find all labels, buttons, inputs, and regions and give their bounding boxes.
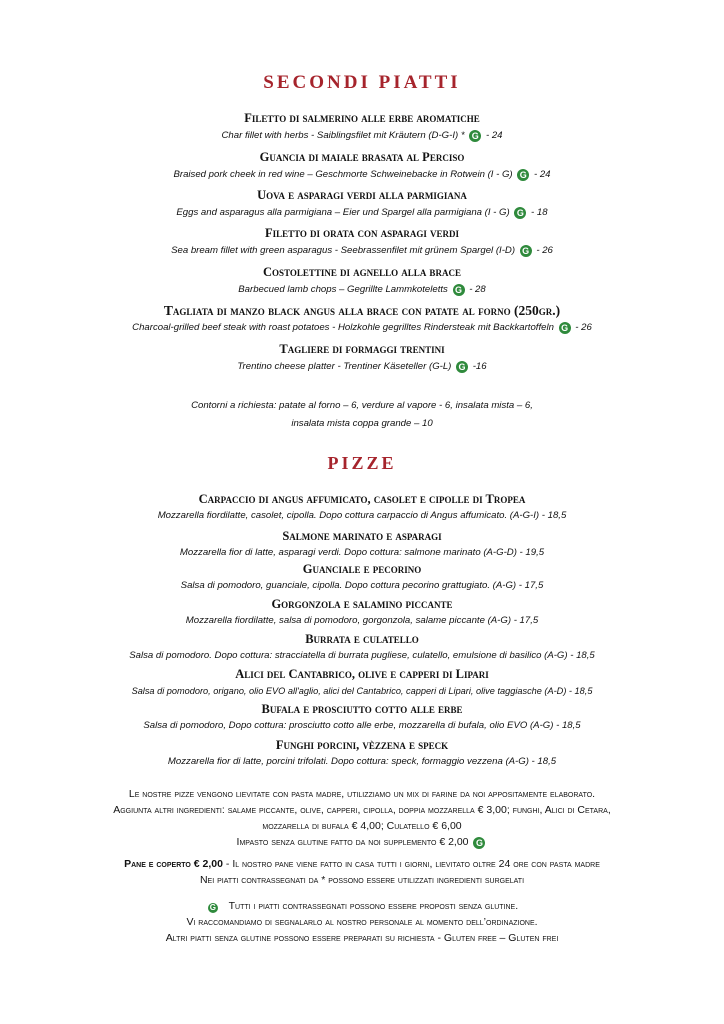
dish-description: [0, 129, 724, 143]
pizza-note-line: mozzarella di bufala € 4,00; Culatello € 6,00: [262, 820, 462, 832]
secondi-title: SECONDI PIATTI: [263, 72, 461, 93]
dish-description: [0, 244, 724, 258]
contorni-line: insalata mista coppa grande – 10: [291, 418, 433, 429]
pizza-note-line: Le nostre pizze vengono lievitate con pasta madre, utilizziamo un mix di farine da noi appositamente elaborato.: [128, 788, 596, 800]
dish-secondi-7: [0, 342, 724, 374]
gluten-note-line: [0, 898, 724, 914]
dish-pizza-2: [0, 529, 724, 560]
dish-secondi-1: [0, 111, 724, 143]
dish-description: [0, 321, 724, 335]
dish-name: Filetto di orata con asparagi verdi: [264, 226, 460, 240]
pizza-notes: [0, 786, 724, 850]
dish-description: [0, 360, 724, 374]
bread-notes: [0, 856, 724, 888]
dish-name: Burrata e culatello: [305, 632, 419, 646]
dish-description: Salsa di pomodoro, Dopo cottura: prosciutto cotto alle erbe, mozzarella di bufala, olio EVO (A-G) - 18,5: [143, 720, 581, 731]
gluten-free-icon: G: [514, 207, 526, 219]
pizze-title: PIZZE: [327, 453, 397, 473]
contorni-note: [0, 397, 724, 433]
dish-pizza-1: [0, 492, 724, 523]
dish-description: Mozzarella fiordilatte, casolet, cipolla. Dopo cottura carpaccio di Angus affumicato. (A-G-I) - 18,5: [157, 510, 567, 521]
gluten-notes: [0, 898, 724, 946]
dish-name: Alici del Cantabrico, olive e capperi di Lipari: [235, 667, 489, 681]
dish-desc-text: Sea bream fillet with green asparagus - Seebrassenfilet mit grünem Spargel (I-D): [171, 245, 516, 256]
dish-pizza-3: [0, 562, 724, 593]
dish-price: -16: [472, 361, 487, 372]
gluten-note-line: Altri piatti senza glutine possono essere preparati su richiesta - Gluten free – Gluten frei: [165, 932, 559, 944]
dish-description: [0, 206, 724, 220]
dish-name: Gorgonzola e salamino piccante: [271, 597, 453, 611]
pizza-note-line: Impasto senza glutine fatto da noi supplemento € 2,00: [236, 836, 469, 848]
gluten-free-dough-note: [0, 834, 724, 850]
dish-pizza-4: [0, 597, 724, 628]
dish-name: Guanciale e pecorino: [302, 562, 422, 576]
pane-coperto-text: - Il nostro pane viene fatto in casa tutti i giorni, lievitato oltre 24 ore con pasta madre: [222, 858, 600, 870]
dish-name: Tagliere di formaggi trentini: [279, 342, 445, 356]
dish-name: Uova e asparagi verdi alla parmigiana: [257, 188, 467, 202]
dish-pizza-8: [0, 738, 724, 769]
gluten-free-icon: G: [520, 245, 532, 257]
dish-desc-text: Trentino cheese platter - Trentiner Käseteller (G-L): [237, 361, 452, 372]
surgelati-note: Nei piatti contrassegnati da * possono essere utilizzati ingredienti surgelati: [199, 874, 525, 886]
gluten-free-icon: G: [473, 837, 485, 849]
dish-price: - 28: [469, 284, 486, 295]
dish-description: [0, 283, 724, 297]
dish-desc-text: Eggs and asparagus alla parmigiana – Eier und Spargel alla parmigiana (I - G): [176, 207, 510, 218]
pane-coperto-label: Pane e coperto € 2,00: [124, 858, 223, 870]
dish-secondi-6: [0, 303, 724, 335]
dish-pizza-6: [0, 667, 724, 698]
dish-description: Mozzarella fiordilatte, salsa di pomodoro, gorgonzola, salame piccante (A-G) - 17,5: [185, 615, 539, 626]
pizza-note-line: Aggiunta altri ingredienti: salame piccante, olive, capperi, cipolla, doppia mozzarella € 3,00; funghi, Alici di Cetara,: [113, 804, 611, 816]
gluten-free-icon: G: [517, 169, 529, 181]
dish-name: Funghi porcini, vèzzena e speck: [275, 738, 449, 752]
dish-name: Filetto di salmerino alle erbe aromatiche: [244, 111, 480, 125]
dish-description: Salsa di pomodoro. Dopo cottura: stracciatella di burrata pugliese, culatello, emulsione di basilico (A-G) - 18,5: [129, 650, 595, 661]
dish-name: Bufala e prosciutto cotto alle erbe: [261, 702, 463, 716]
dish-name: Tagliata di manzo black angus alla brace con patate al forno (250gr.): [163, 303, 561, 318]
dish-secondi-3: [0, 188, 724, 220]
dish-description: [0, 168, 724, 182]
dish-pizza-5: [0, 632, 724, 663]
dish-name: Guancia di maiale brasata al Perciso: [259, 150, 465, 164]
dish-desc-text: Charcoal-grilled beef steak with roast potatoes - Holzkohle gegrilltes Rindersteak mit Backkartoffeln: [132, 322, 554, 333]
dish-price: - 26: [536, 245, 553, 256]
gluten-free-icon: G: [559, 322, 571, 334]
dish-desc-text: Char fillet with herbs - Saiblingsfilet mit Kräutern (D-G-I) *: [221, 130, 465, 141]
dish-name: Costolettine di agnello alla brace: [263, 265, 461, 279]
dish-price: - 24: [533, 169, 551, 180]
dish-description: Salsa di pomodoro, guanciale, cipolla. Dopo cottura pecorino grattugiato. (A-G) - 17,5: [180, 580, 544, 591]
gluten-free-icon: G: [453, 284, 465, 296]
contorni-line: Contorni a richiesta: patate al forno – 6, verdure al vapore - 6, insalata mista – 6,: [191, 400, 533, 411]
dish-description: Salsa di pomodoro, origano, olio EVO all'aglio, alici del Cantabrico, capperi di Lipari, olive taggiasche (A-D) - 18,5: [131, 686, 593, 696]
dish-description: Mozzarella fior di latte, porcini trifolati. Dopo cottura: speck, formaggio vezzena (A-G) - 18,5: [167, 756, 557, 767]
dish-pizza-7: [0, 702, 724, 733]
gluten-free-icon: G: [469, 130, 481, 142]
dish-secondi-5: [0, 265, 724, 297]
dish-name: Salmone marinato e asparagi: [282, 529, 442, 543]
dish-price: - 26: [575, 322, 592, 333]
gluten-free-icon: G: [456, 361, 468, 373]
gluten-note-line: Vi raccomandiamo di segnalarlo al nostro personale al momento dell’ordinazione.: [186, 916, 538, 928]
dish-desc-text: Braised pork cheek in red wine – Geschmorte Schweinebacke in Rotwein (I - G): [173, 169, 513, 180]
dish-price: - 18: [531, 207, 548, 218]
dish-price: - 24: [485, 130, 503, 141]
dish-name: Carpaccio di angus affumicato, casolet e cipolle di Tropea: [198, 492, 526, 506]
gluten-note-text: Tutti i piatti contrassegnati possono essere proposti senza glutine.: [228, 900, 519, 912]
dish-secondi-2: [0, 150, 724, 182]
dish-desc-text: Barbecued lamb chops – Gegrillte Lammkoteletts: [238, 284, 448, 295]
dish-secondi-4: [0, 226, 724, 258]
gluten-free-icon: G: [209, 903, 216, 912]
dish-description: Mozzarella fior di latte, asparagi verdi. Dopo cottura: salmone marinato (A-G-D) - 19,5: [179, 547, 545, 558]
pane-coperto-line: [0, 856, 724, 872]
